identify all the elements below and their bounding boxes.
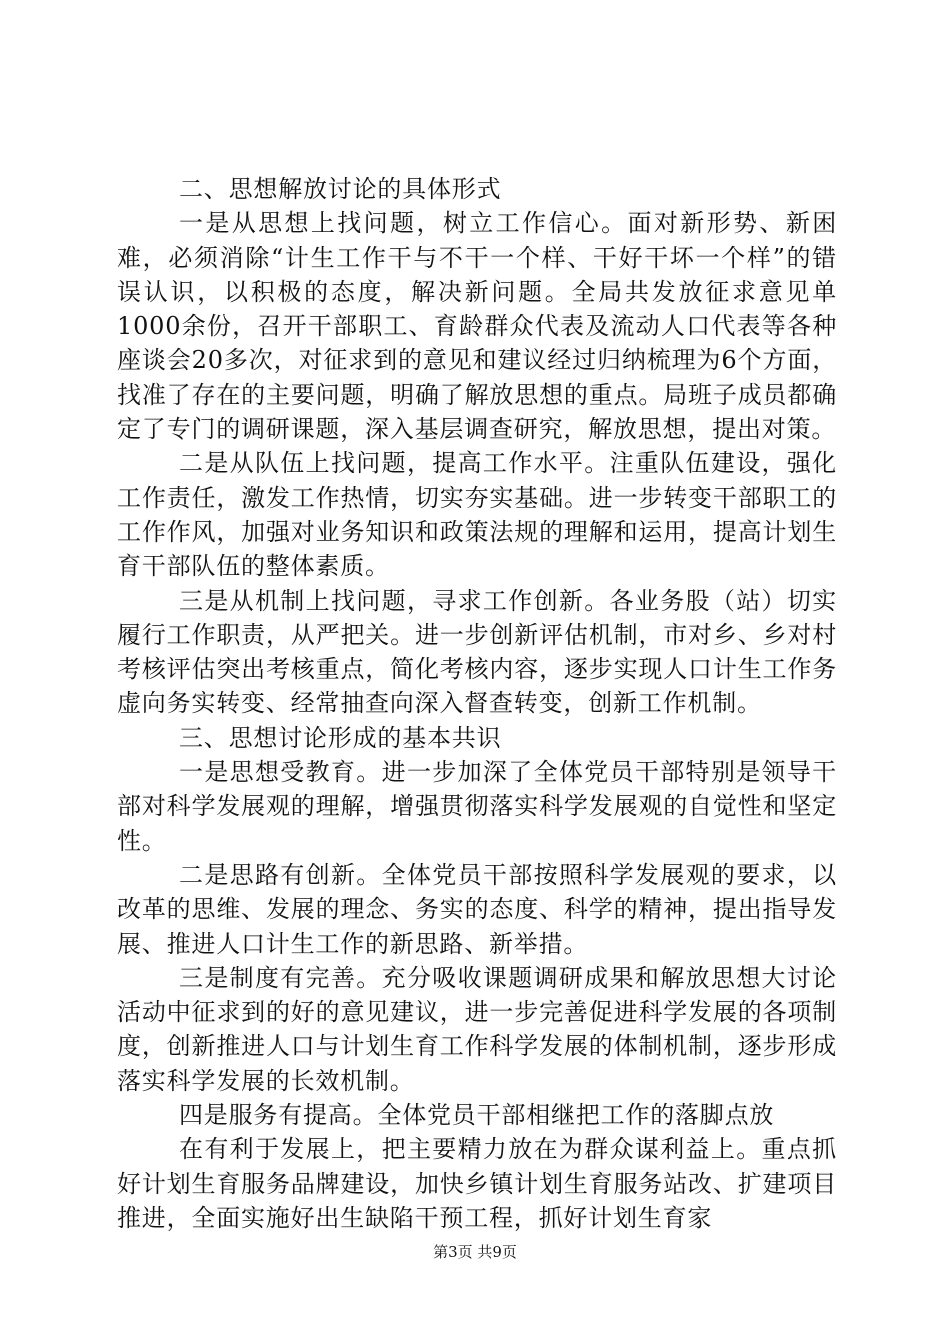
page-number: 第3页 共9页 [433, 1243, 517, 1261]
section-heading-3: 三、思想讨论形成的基本共识 [179, 723, 502, 752]
paragraph-team: 二是从队伍上找问题，提高工作水平。注重队伍建设，强化工作责任，激发工作热情，切实夯实基础。进一步转变干部职工的工作作风，加强对业务知识和政策法规的理解和运用，提高计划生育干部队伍的整体素质。 [117, 449, 837, 581]
paragraph-system: 三是制度有完善。充分吸收课题调研成果和解放思想大讨论活动中征求到的好的意见建议，进一步完善促进科学发展的各项制度，创新推进人口与计划生育工作科学发展的体制机制，逐步形成落实科学发展的长效机制。 [117, 963, 837, 1095]
paragraph-ideology: 一是从思想上找问题，树立工作信心。面对新形势、新困难，必须消除“计生工作干与不干一个样、干好干坏一个样”的错误认识，以积极的态度，解决新问题。全局共发放征求意见单1000余份，召开干部职工、育龄群众代表及流动人口代表等各种座谈会20多次，对征求到的意见和建议经过归纳梳理为6个方面，找准了存在的主要问题，明确了解放思想的重点。局班子成员都确定了专门的调研课题，深入基层调查研究，解放思想，提出对策。 [117, 209, 837, 444]
document-body [117, 172, 837, 1235]
paragraph-mechanism: 三是从机制上找问题，寻求工作创新。各业务股（站）切实履行工作职责，从严把关。进一步创新评估机制，市对乡、乡对村考核评估突出考核重点，简化考核内容，逐步实现人口计生工作务虚向务实转变、经常抽查向深入督查转变，创新工作机制。 [117, 586, 837, 718]
paragraph-service-continued: 在有利于发展上，把主要精力放在为群众谋利益上。重点抓好计划生育服务品牌建设，加快乡镇计划生育服务站改、扩建项目推进，全面实施好出生缺陷干预工程，抓好计划生育家 [117, 1135, 837, 1232]
paragraph-education: 一是思想受教育。进一步加深了全体党员干部特别是领导干部对科学发展观的理解，增强贯彻落实科学发展观的自觉性和坚定性。 [117, 758, 837, 855]
paragraph-service: 四是服务有提高。全体党员干部相继把工作的落脚点放 [179, 1101, 775, 1130]
page-footer [0, 1242, 950, 1262]
section-heading-2: 二、思想解放讨论的具体形式 [179, 175, 502, 203]
paragraph-innovation: 二是思路有创新。全体党员干部按照科学发展观的要求，以改革的思维、发展的理念、务实的态度、科学的精神，提出指导发展、推进人口计生工作的新思路、新举措。 [117, 860, 837, 958]
